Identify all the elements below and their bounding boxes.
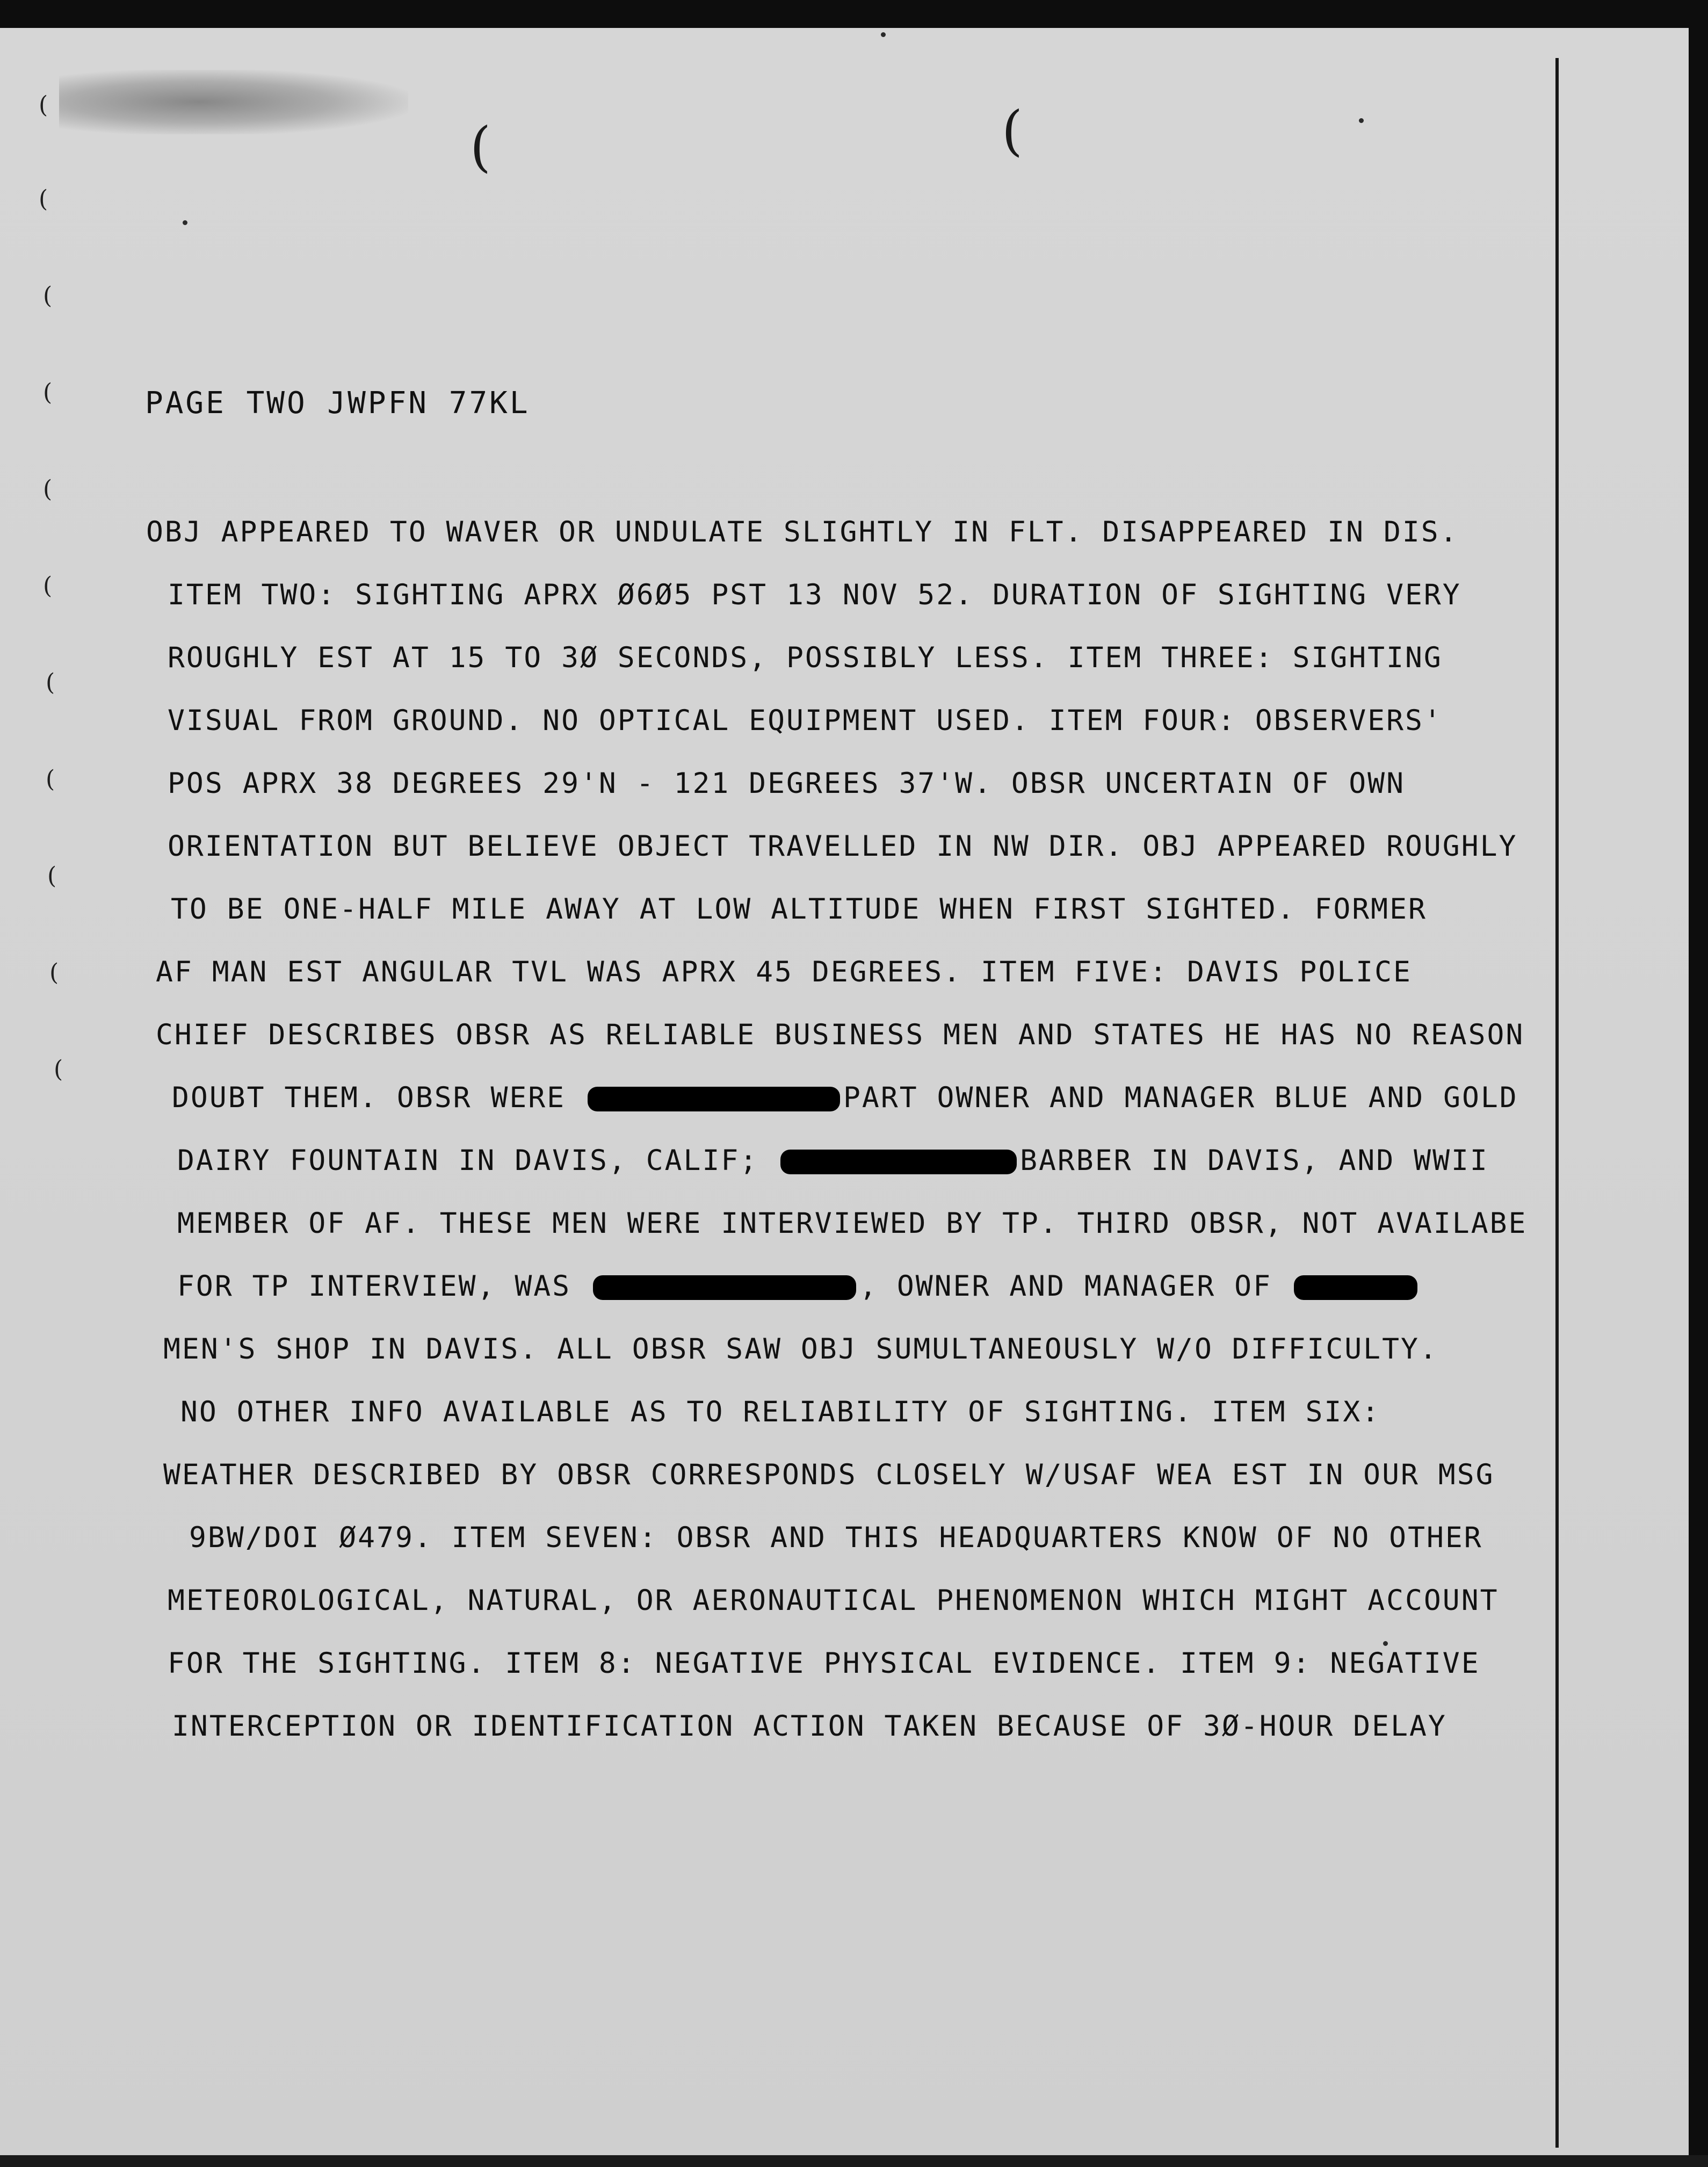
body-line-3: ROUGHLY EST AT 15 TO 3Ø SECONDS, POSSIBLY LESS. ITEM THREE: SIGHTING bbox=[168, 641, 1443, 674]
corner-smudge bbox=[59, 70, 408, 134]
body-line-17: 9BW/DOI Ø479. ITEM SEVEN: OBSR AND THIS HEADQUARTERS KNOW OF NO OTHER bbox=[189, 1521, 1483, 1554]
body-line-19: FOR THE SIGHTING. ITEM 8: NEGATIVE PHYSICAL EVIDENCE. ITEM 9: NEGATIVE bbox=[168, 1647, 1480, 1680]
body-line-12: MEMBER OF AF. THESE MEN WERE INTERVIEWED BY TP. THIRD OBSR, NOT AVAILABE bbox=[177, 1207, 1528, 1240]
body-line-16: WEATHER DESCRIBED BY OBSR CORRESPONDS CLOSELY W/USAF WEA EST IN OUR MSG bbox=[163, 1458, 1495, 1491]
body-line-5: POS APRX 38 DEGREES 29'N - 121 DEGREES 37'W. OBSR UNCERTAIN OF OWN bbox=[168, 767, 1405, 800]
punch-mark-right: ( bbox=[1002, 99, 1023, 162]
redaction-bar bbox=[588, 1087, 840, 1111]
margin-hole: ( bbox=[43, 379, 53, 406]
punch-mark-left: ( bbox=[470, 115, 491, 178]
margin-hole: ( bbox=[46, 765, 55, 793]
body-line-20: INTERCEPTION OR IDENTIFICATION ACTION TAKEN BECAUSE OF 3Ø-HOUR DELAY bbox=[172, 1710, 1447, 1743]
speck bbox=[881, 32, 886, 37]
speck bbox=[1359, 118, 1364, 123]
body-line-11-start: DAIRY FOUNTAIN IN DAVIS, CALIF; bbox=[177, 1144, 778, 1177]
body-line-14: MEN'S SHOP IN DAVIS. ALL OBSR SAW OBJ SUMULTANEOUSLY W/O DIFFICULTY. bbox=[163, 1333, 1438, 1366]
body-line-9: CHIEF DESCRIBES OBSR AS RELIABLE BUSINESS MEN AND STATES HE HAS NO REASON bbox=[156, 1019, 1525, 1051]
redaction-bar bbox=[780, 1150, 1017, 1174]
redaction-bar bbox=[593, 1275, 856, 1300]
scan-border-bottom bbox=[0, 2155, 1708, 2167]
margin-hole: ( bbox=[54, 1056, 63, 1083]
body-line-4: VISUAL FROM GROUND. NO OPTICAL EQUIPMENT USED. ITEM FOUR: OBSERVERS' bbox=[168, 704, 1443, 737]
margin-hole: ( bbox=[39, 185, 48, 213]
body-line-11 bbox=[177, 1144, 1489, 1177]
body-line-8: AF MAN EST ANGULAR TVL WAS APRX 45 DEGREES. ITEM FIVE: DAVIS POLICE bbox=[156, 956, 1412, 988]
scan-border-top bbox=[0, 0, 1708, 28]
body-line-10-start: DOUBT THEM. OBSR WERE bbox=[172, 1081, 584, 1114]
body-line-15: NO OTHER INFO AVAILABLE AS TO RELIABILITY OF SIGHTING. ITEM SIX: bbox=[180, 1396, 1381, 1428]
body-line-11-end: BARBER IN DAVIS, AND WWII bbox=[1020, 1144, 1489, 1177]
redaction-bar bbox=[1294, 1275, 1417, 1300]
body-line-10 bbox=[172, 1081, 1518, 1114]
body-line-7: TO BE ONE-HALF MILE AWAY AT LOW ALTITUDE WHEN FIRST SIGHTED. FORMER bbox=[171, 893, 1427, 926]
body-line-13 bbox=[177, 1270, 1421, 1303]
margin-hole: ( bbox=[39, 91, 48, 119]
margin-hole: ( bbox=[43, 572, 53, 599]
body-line-2: ITEM TWO: SIGHTING APRX Ø6Ø5 PST 13 NOV 52. DURATION OF SIGHTING VERY bbox=[168, 579, 1461, 611]
body-line-1: OBJ APPEARED TO WAVER OR UNDULATE SLIGHTLY IN FLT. DISAPPEARED IN DIS. bbox=[146, 516, 1459, 548]
margin-hole: ( bbox=[47, 862, 57, 890]
page-header: PAGE TWO JWPFN 77KL bbox=[145, 386, 530, 421]
margin-hole: ( bbox=[46, 669, 55, 696]
scan-border-right bbox=[1689, 0, 1708, 2167]
body-line-18: METEOROLOGICAL, NATURAL, OR AERONAUTICAL PHENOMENON WHICH MIGHT ACCOUNT bbox=[168, 1584, 1499, 1617]
body-line-13-mid: , OWNER AND MANAGER OF bbox=[859, 1270, 1291, 1303]
speck bbox=[1383, 1641, 1388, 1646]
right-margin-line bbox=[1555, 58, 1559, 2148]
body-line-6: ORIENTATION BUT BELIEVE OBJECT TRAVELLED IN NW DIR. OBJ APPEARED ROUGHLY bbox=[168, 830, 1518, 863]
speck bbox=[183, 220, 187, 225]
body-line-10-end: PART OWNER AND MANAGER BLUE AND GOLD bbox=[843, 1081, 1518, 1114]
margin-hole: ( bbox=[43, 475, 53, 503]
margin-hole: ( bbox=[43, 282, 53, 309]
body-line-13-start: FOR TP INTERVIEW, WAS bbox=[177, 1270, 590, 1303]
margin-hole: ( bbox=[49, 959, 59, 986]
